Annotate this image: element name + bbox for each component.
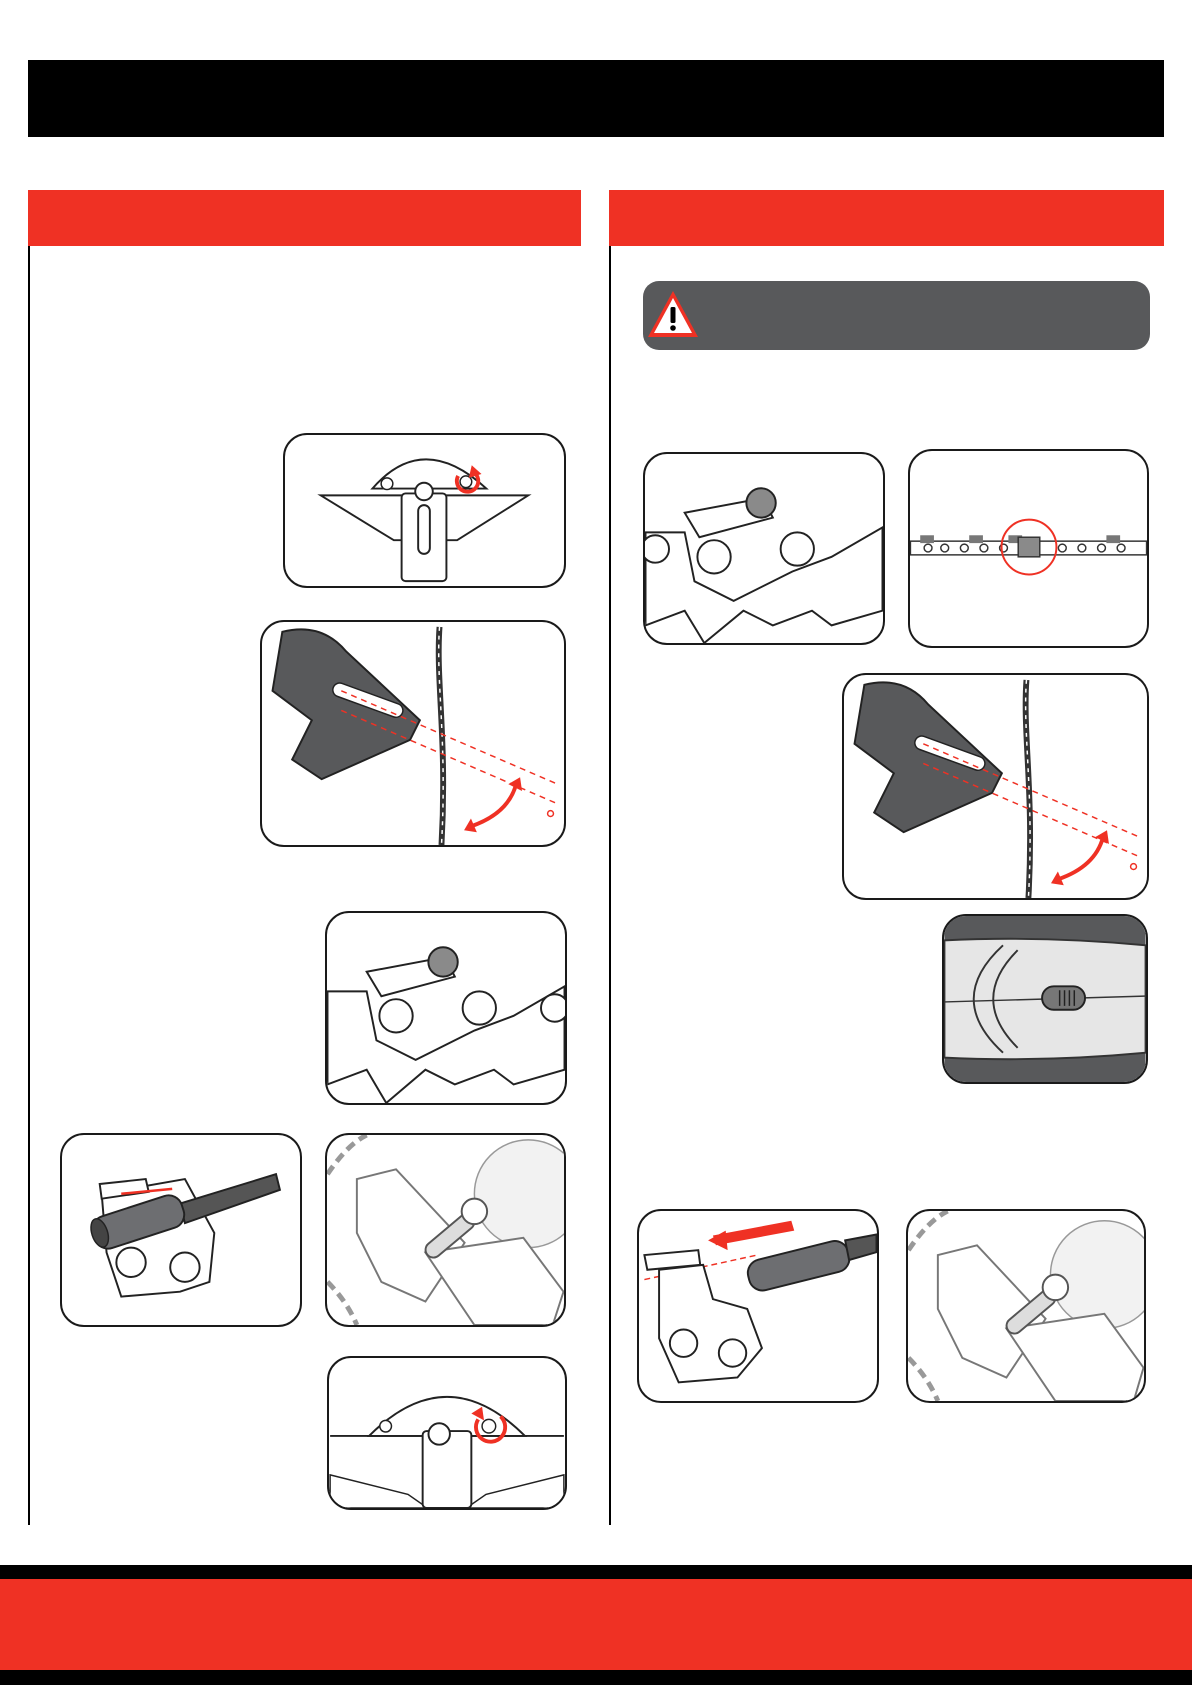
figure-chain-cutter [325, 911, 567, 1105]
warning-bar [643, 281, 1150, 350]
left-section-heading-bar [28, 190, 581, 246]
sharpener-knob-rotate-icon [285, 435, 564, 586]
file-on-cutter-icon [62, 1135, 300, 1325]
figure-chain-marked-link [908, 449, 1149, 648]
footer-red-band [0, 1579, 1192, 1670]
figure-file-on-cutter [60, 1133, 302, 1327]
figure-angle-guide [260, 620, 566, 847]
figure-knob-rotate [283, 433, 566, 588]
sharpener-angle-guide-icon [262, 622, 564, 845]
figure-sharpener-closeup [325, 1133, 566, 1327]
file-direction-arrow-icon [639, 1211, 877, 1401]
sharpener-knob-rotate-back-icon [329, 1358, 565, 1508]
sharpener-closeup-icon [908, 1211, 1144, 1401]
warning-triangle-icon [645, 287, 701, 343]
page-header-bar [28, 60, 1164, 137]
chain-marked-link-icon [910, 451, 1147, 646]
sharpener-lock-switch-icon [944, 916, 1146, 1082]
left-column-rule [28, 190, 30, 1525]
right-section-heading-bar [609, 190, 1164, 246]
figure-angle-guide-right [842, 673, 1149, 900]
figure-knob-rotate-back [327, 1356, 567, 1510]
chain-cutter-tooth-icon [645, 454, 883, 643]
footer-black-band [0, 1565, 1192, 1579]
figure-file-direction [637, 1209, 879, 1403]
figure-lock-switch [942, 914, 1148, 1084]
chain-cutter-tooth-icon [327, 913, 565, 1103]
figure-chain-cutter-right [643, 452, 885, 645]
sharpener-closeup-icon [327, 1135, 564, 1325]
right-column-rule [609, 190, 611, 1525]
figure-sharpener-closeup-right [906, 1209, 1146, 1403]
sharpener-angle-guide-icon [844, 675, 1147, 898]
footer-bottom-band [0, 1670, 1192, 1685]
